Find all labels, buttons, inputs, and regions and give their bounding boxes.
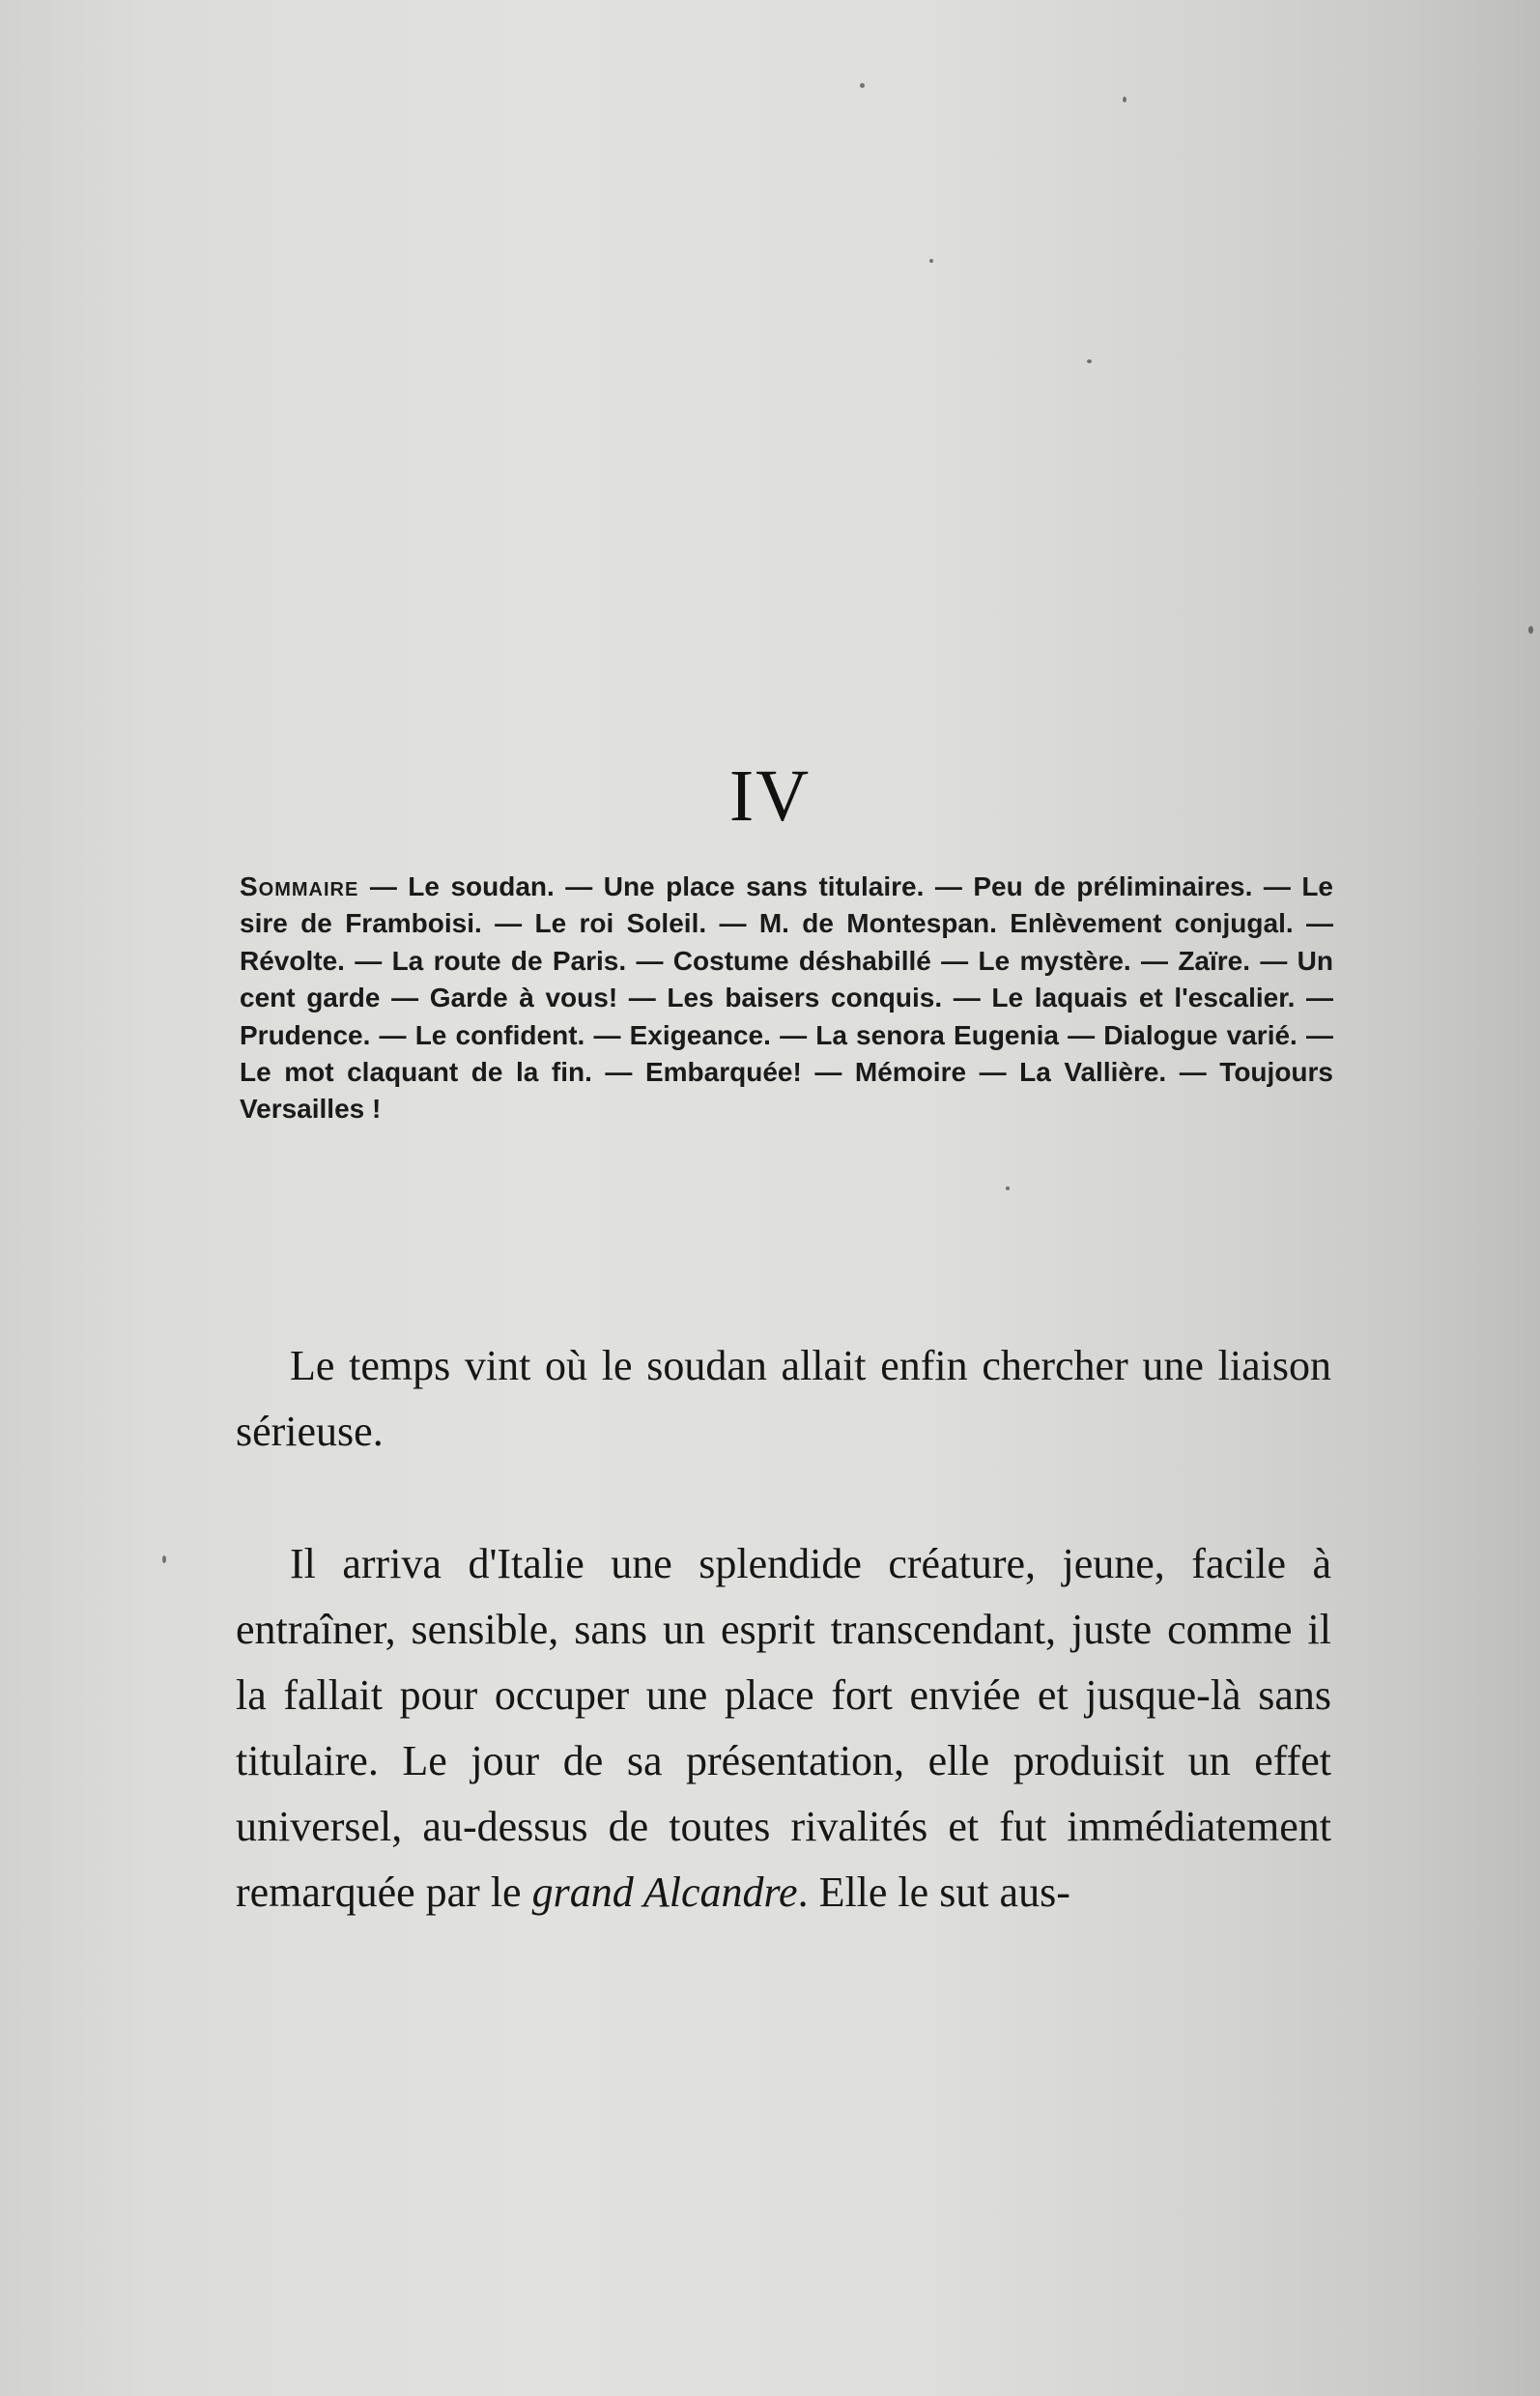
chapter-number: IV [728, 755, 812, 837]
paper-speck [1123, 97, 1126, 102]
paper-speck [162, 1555, 166, 1563]
paragraph-2-end: . Elle le sut aus- [797, 1868, 1070, 1916]
paper-speck [860, 83, 865, 88]
summary-text: — Le soudan. — Une place sans titulaire. — Peu de préliminaires. — Le sire de Framboisi. — Le roi Soleil. — M. de Montespan. Enlèvement conjugal. — Révolte. — La route de Paris. — Costume déshabillé — Le mystère. — Zaïre. — Un cent garde — Garde à vous! — Les baisers conquis. — Le laquais et l'escalier. — Prudence. — Le confident. — Exigeance. — La senora Eugenia — Dialogue varié. — Le mot claquant de la fin. — Embarquée! — Mémoire — La Vallière. — Toujours Versailles ! [240, 871, 1334, 1125]
paper-speck [929, 259, 933, 263]
paper-speck [1006, 1186, 1010, 1190]
paper-speck [1087, 359, 1092, 363]
chapter-summary [240, 869, 1333, 1128]
paragraph-1: Le temps vint où le soudan allait enfin chercher une liaison sérieuse. [236, 1342, 1331, 1455]
paragraph-2-text: Il arriva d'Italie une splendide créature, jeune, facile à entraîner, sensible, sans un esprit transcendant, juste comme il la fallait pour occuper une place fort enviée et jusque-là sans titulaire. Le jour de sa présentation, elle produisit un effet universel, au-dessus de toutes rivalités et fut immédiatement remarquée par le [236, 1540, 1331, 1916]
paper-speck [1528, 626, 1533, 634]
summary-lead: Sommaire [240, 871, 359, 901]
italic-phrase: grand Alcandre [531, 1868, 798, 1916]
paragraph-2 [236, 1531, 1331, 1925]
